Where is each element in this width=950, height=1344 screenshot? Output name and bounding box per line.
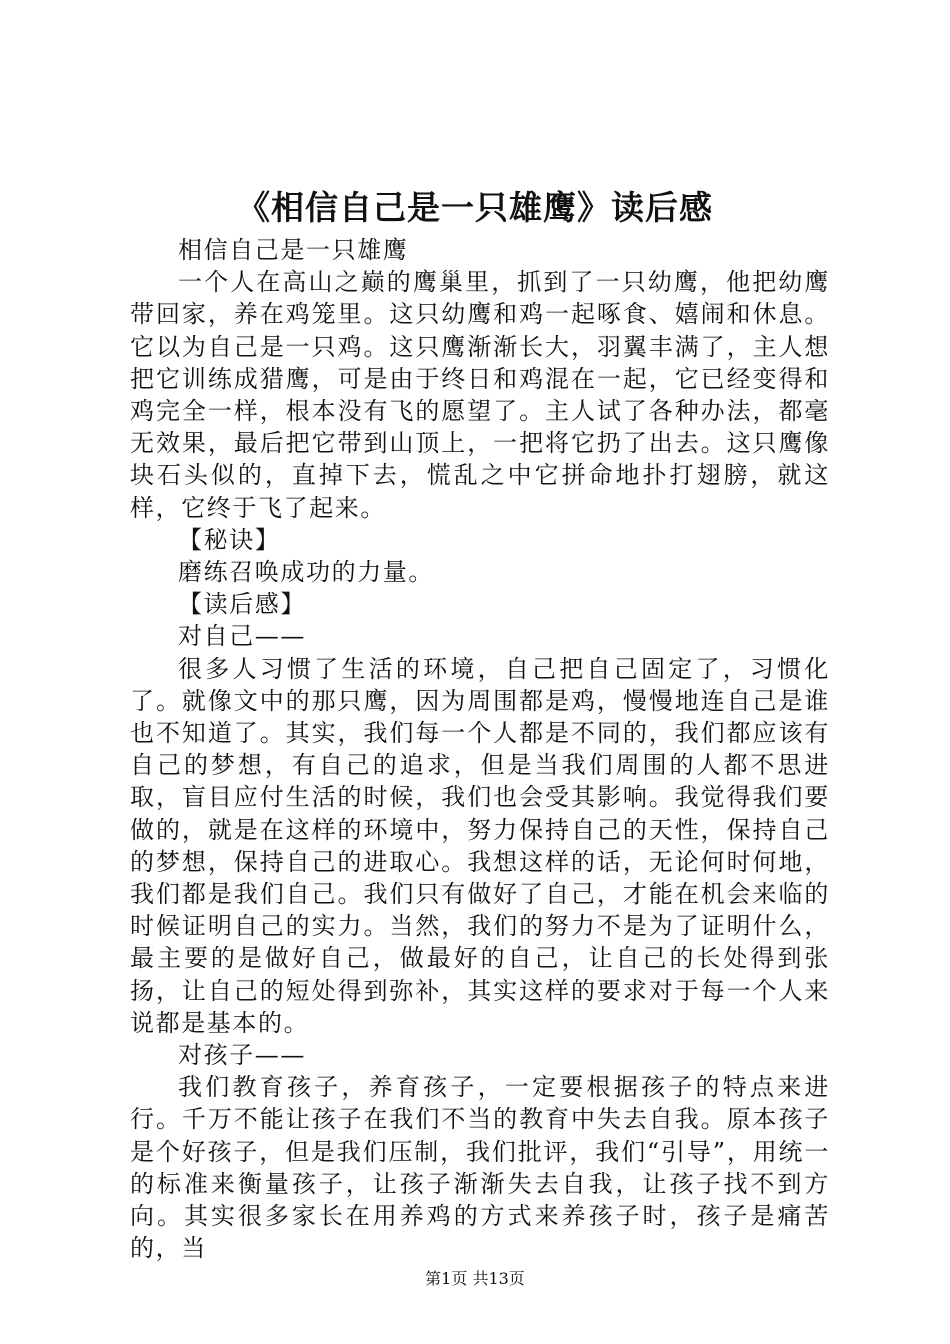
paragraph-subtitle: 相信自己是一只雄鹰 bbox=[178, 236, 409, 264]
paragraph-children-heading: 对孩子—— bbox=[178, 1041, 306, 1070]
paragraph-review-heading: 【读后感】 bbox=[178, 590, 306, 619]
paragraph-self-heading: 对自己—— bbox=[178, 622, 306, 651]
document-body bbox=[130, 234, 830, 1265]
paragraph-self-text: 很多人习惯了生活的环境，自己把自己固定了，习惯化了。就像文中的那只鹰，因为周围都是鸡，慢慢地连自己是谁也不知道了。其实，我们每一个人都是不同的，我们都应该有自己的梦想，有自己的追求，但是当我们周围的人都不思进取，盲目应付生活的时候，我们也会受其影响。我觉得我们要做的，就是在这样的环境中，努力保持自己的天性，保持自己的梦想，保持自己的进取心。我想这样的话，无论何时何地，我们都是我们自己。我们只有做好了自己，才能在机会来临的时候证明自己的实力。当然，我们的努力不是为了证明什么，最主要的是做好自己，做最好的自己，让自己的长处得到张扬，让自己的短处得到弥补，其实这样的要求对于每一个人来说都是基本的。 bbox=[130, 654, 830, 1037]
paragraph-children-text: 我们教育孩子，养育孩子，一定要根据孩子的特点来进行。千万不能让孩子在我们不当的教育中失去自我。原本孩子是个好孩子，但是我们压制，我们批评，我们“引导”，用统一的标准来衡量孩子，让孩子渐渐失去自我，让孩子找不到方向。其实很多家长在用养鸡的方式来养孩子时，孩子是痛苦的，当 bbox=[130, 1073, 830, 1263]
paragraph-story: 一个人在高山之巅的鹰巢里，抓到了一只幼鹰，他把幼鹰带回家，养在鸡笼里。这只幼鹰和鸡一起啄食、嬉闹和休息。它以为自己是一只鸡。这只鹰渐渐长大，羽翼丰满了，主人想把它训练成猎鹰，可是由于终日和鸡混在一起，它已经变得和鸡完全一样，根本没有飞的愿望了。主人试了各种办法，都毫无效果，最后把它带到山顶上，一把将它扔了出去。这只鹰像块石头似的，直掉下去，慌乱之中它拼命地扑打翅膀，就这样，它终于飞了起来。 bbox=[130, 268, 830, 522]
document-title: 《相信自己是一只雄鹰》读后感 bbox=[237, 188, 713, 227]
paragraph-secret-heading: 【秘诀】 bbox=[178, 525, 281, 554]
page-number: 第1页 共13页 bbox=[425, 1269, 525, 1288]
paragraph-secret-text: 磨练召唤成功的力量。 bbox=[178, 558, 434, 587]
